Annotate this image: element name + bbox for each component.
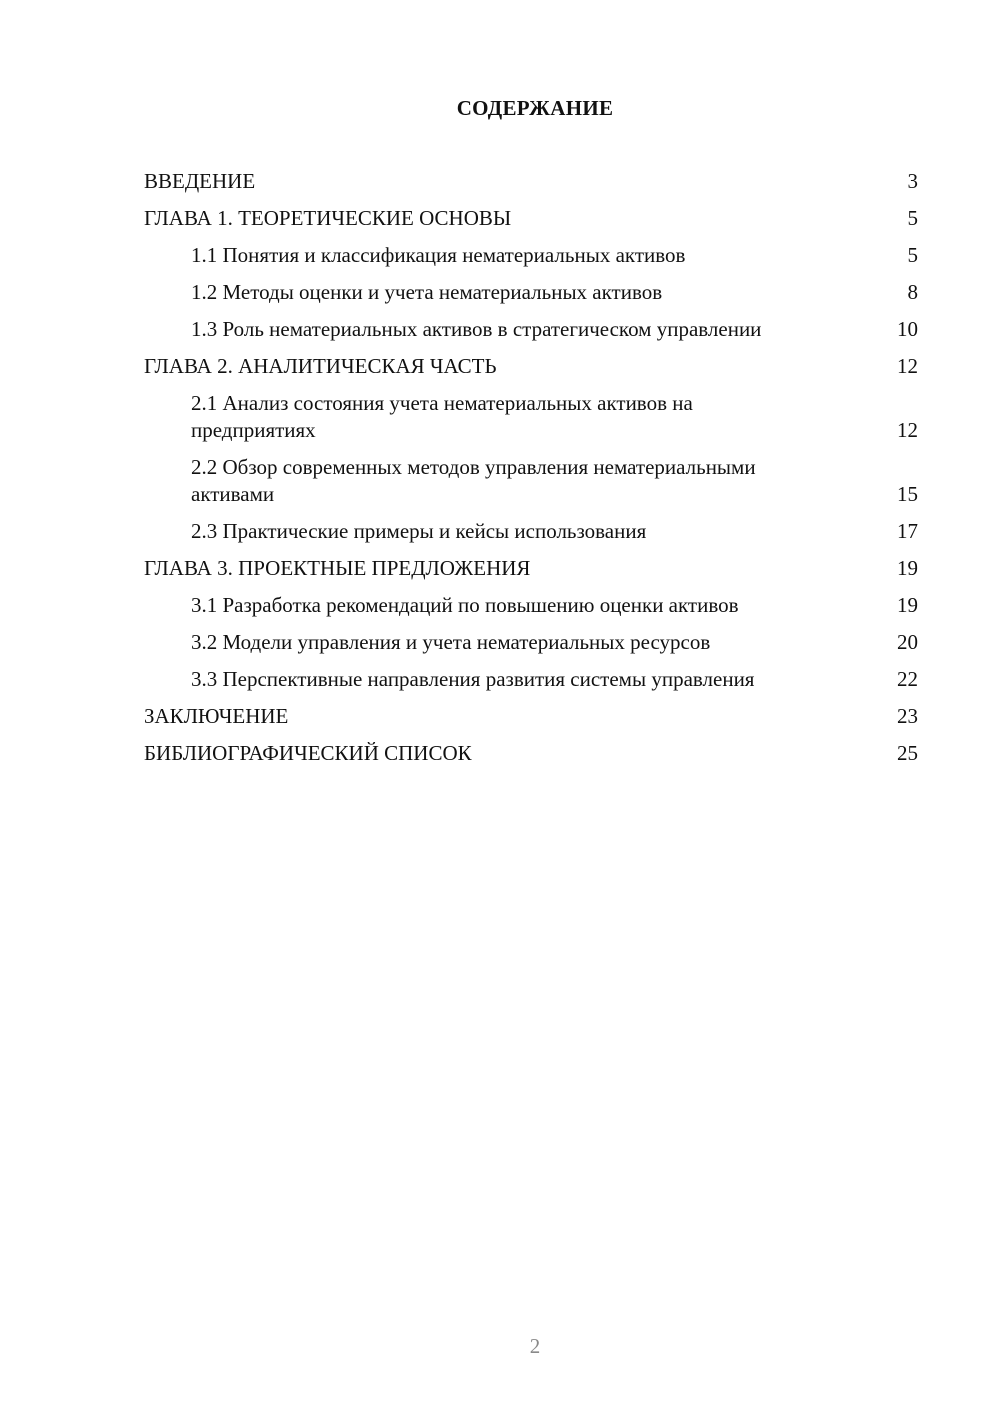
table-of-contents	[144, 168, 920, 777]
toc-entry-label: 1.1 Понятия и классификация нематериальных активов	[191, 243, 686, 267]
toc-entry-chapter-3[interactable]	[144, 555, 920, 582]
toc-entry-introduction[interactable]	[144, 168, 920, 195]
toc-entry-page: 23	[897, 704, 918, 728]
toc-entry-section-1-3[interactable]	[144, 316, 920, 343]
toc-entry-page: 5	[907, 243, 918, 267]
toc-entry-label: 2.2 Обзор современных методов управления нематериальными активами	[191, 455, 756, 506]
toc-entry-page: 3	[907, 169, 918, 193]
toc-entry-label: ГЛАВА 3. ПРОЕКТНЫЕ ПРЕДЛОЖЕНИЯ	[144, 556, 531, 580]
toc-entry-page: 12	[897, 418, 918, 442]
toc-entry-page: 19	[897, 556, 918, 580]
toc-entry-page: 12	[897, 354, 918, 378]
toc-entry-label: 3.2 Модели управления и учета нематериальных ресурсов	[191, 630, 711, 654]
toc-entry-label: 3.3 Перспективные направления развития системы управления	[191, 667, 755, 691]
toc-entry-label: 3.1 Разработка рекомендаций по повышению оценки активов	[191, 593, 739, 617]
toc-entry-page: 20	[897, 630, 918, 654]
toc-entry-section-2-3[interactable]	[144, 518, 920, 545]
toc-entry-page: 10	[897, 317, 918, 341]
toc-entry-label: БИБЛИОГРАФИЧЕСКИЙ СПИСОК	[144, 741, 472, 765]
toc-entry-page: 22	[897, 667, 918, 691]
toc-entry-label: ГЛАВА 2. АНАЛИТИЧЕСКАЯ ЧАСТЬ	[144, 354, 497, 378]
page-number: 2	[529, 1334, 541, 1358]
toc-entry-chapter-2[interactable]	[144, 353, 920, 380]
toc-entry-label: 1.2 Методы оценки и учета нематериальных активов	[191, 280, 663, 304]
toc-entry-section-2-2[interactable]	[144, 454, 920, 508]
toc-entry-page: 17	[897, 519, 918, 543]
toc-entry-page: 8	[907, 280, 918, 304]
toc-entry-label: ВВЕДЕНИЕ	[144, 169, 256, 193]
toc-title: СОДЕРЖАНИЕ	[456, 96, 614, 120]
toc-entry-label: 2.1 Анализ состояния учета нематериальных активов на предприятиях	[191, 391, 693, 442]
toc-entry-section-3-1[interactable]	[144, 592, 920, 619]
toc-entry-page: 15	[897, 482, 918, 506]
toc-entry-chapter-1[interactable]	[144, 205, 920, 232]
toc-entry-section-3-3[interactable]	[144, 666, 920, 693]
toc-entry-conclusion[interactable]	[144, 703, 920, 730]
toc-entry-label: 2.3 Практические примеры и кейсы использования	[191, 519, 647, 543]
toc-entry-page: 25	[897, 741, 918, 765]
toc-entry-label: 1.3 Роль нематериальных активов в стратегическом управлении	[191, 317, 762, 341]
toc-entry-section-1-2[interactable]	[144, 279, 920, 306]
toc-entry-label: ГЛАВА 1. ТЕОРЕТИЧЕСКИЕ ОСНОВЫ	[144, 206, 512, 230]
toc-entry-section-2-1[interactable]	[144, 390, 920, 444]
toc-entry-section-1-1[interactable]	[144, 242, 920, 269]
toc-entry-bibliography[interactable]	[144, 740, 920, 767]
toc-entry-label: ЗАКЛЮЧЕНИЕ	[144, 704, 289, 728]
toc-entry-section-3-2[interactable]	[144, 629, 920, 656]
toc-entry-page: 19	[897, 593, 918, 617]
toc-entry-page: 5	[907, 206, 918, 230]
